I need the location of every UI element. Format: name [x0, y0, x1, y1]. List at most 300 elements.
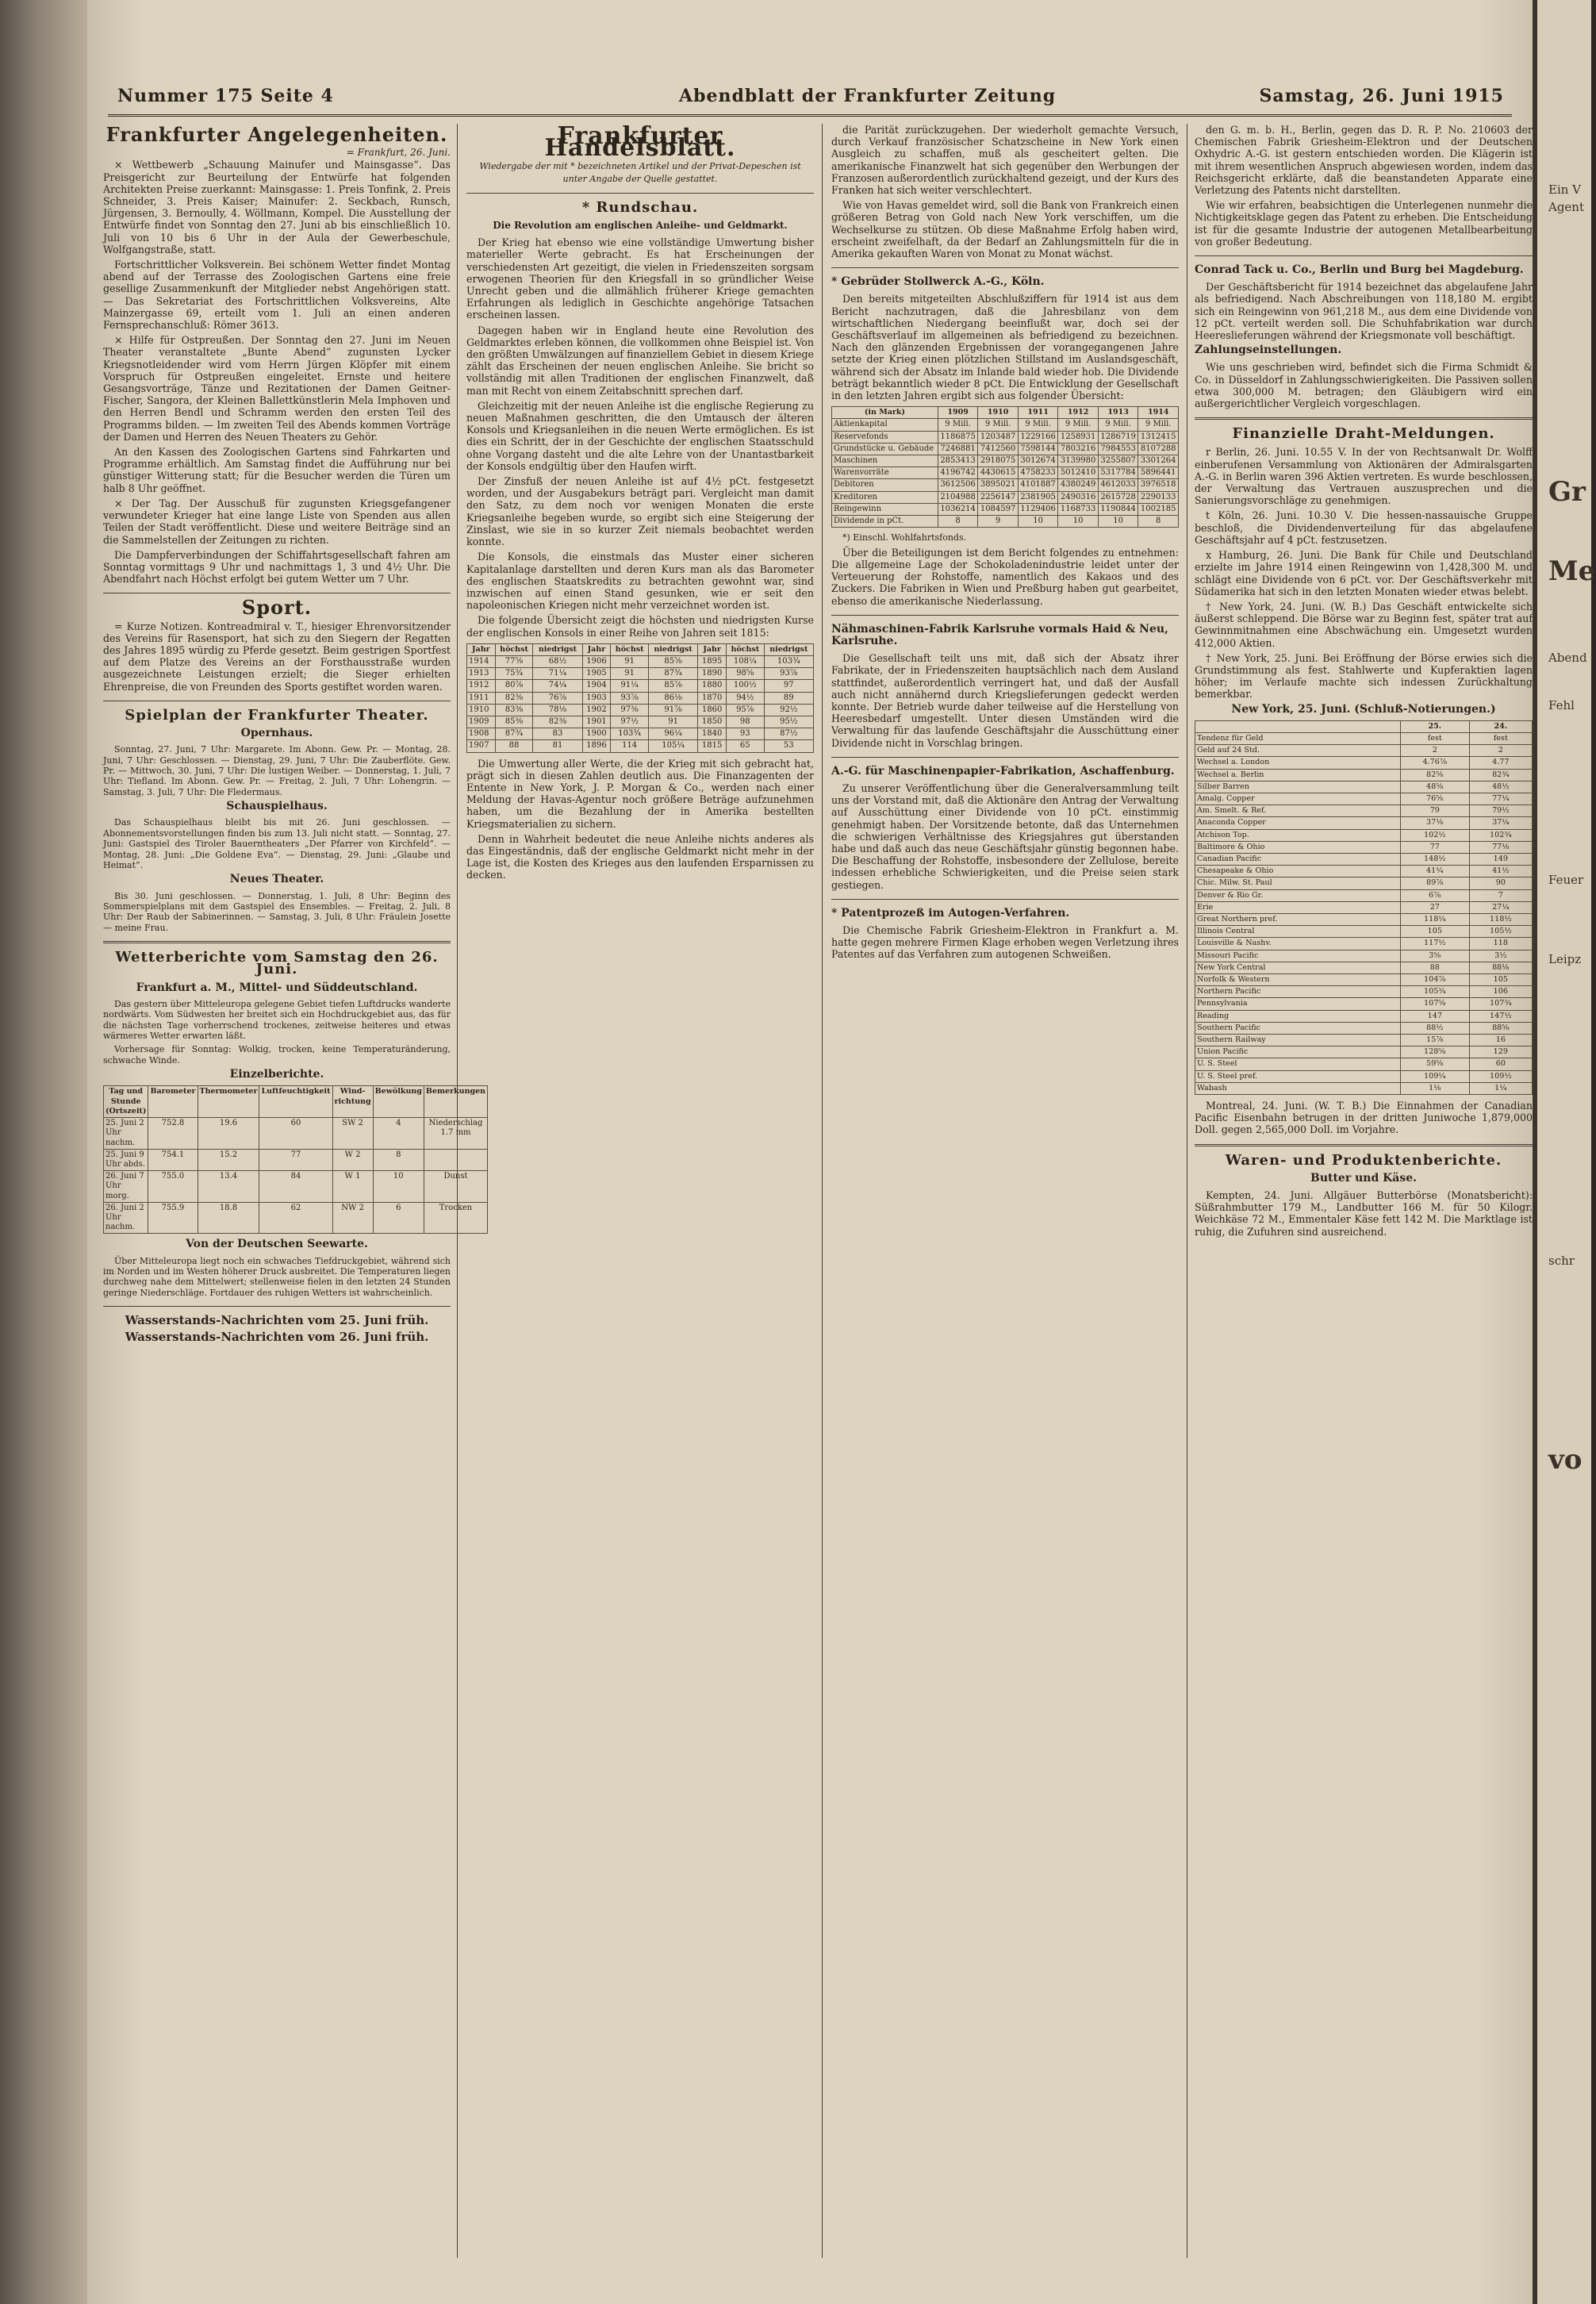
table-cell: 1906: [582, 655, 611, 667]
table-cell: Missouri Pacific: [1195, 950, 1401, 962]
section-title-weather: Wetterberichte vom Samstag den 26. Juni.: [115, 949, 439, 978]
adjacent-text-fragment: Fehl: [1548, 698, 1575, 712]
table-row: [1195, 1070, 1533, 1082]
table-cell: 93⅞: [611, 692, 649, 704]
table-cell: Debitoren: [832, 479, 938, 491]
table-row: [467, 680, 814, 692]
table-cell: 41¼: [1400, 866, 1469, 877]
article-paragraph: r Berlin, 26. Juni. 10.55 V. In der von Rechtsanwalt Dr. Wolff einberufenen Versammlung von Aktionären der Admiralsgarten A.-G. in Berlin waren 396 Aktien vertreten. Es wurde beschlossen, der Verwaltung das Vertrauen auszusprechen und die Sanierungsvorschläge zu genehmigen.: [1195, 446, 1533, 507]
table-cell: 10: [1098, 516, 1138, 528]
divider: [1195, 255, 1533, 256]
table-row: [1195, 974, 1533, 986]
table-cell: 1¼: [1469, 1082, 1532, 1094]
table-cell: Erie: [1195, 901, 1401, 913]
table-row: [1195, 732, 1533, 744]
article-paragraph: Das Schauspielhaus bleibt bis mit 26. Juni geschlossen. — Abonnementsvorstellungen finden bis zum 13. Juli nicht statt. — Sonntag, 27. Juni: Gastspiel des Tiroler Bauerntheaters „Der Pfarrer von Kirchfeld“. — Montag, 28. Juni: „Die Goldene Eva“. — Dienstag, 29. Juni: „Glaube und Heimat“.: [103, 817, 451, 870]
table-cell: 1896: [582, 740, 611, 752]
table-header: Wind-richtung: [332, 1086, 373, 1118]
article-heading: * Gebrüder Stollwerck A.-G., Köln.: [831, 275, 1045, 289]
table-cell: 4380249: [1058, 479, 1099, 491]
table-row: [832, 431, 1179, 443]
table-cell: 89: [764, 692, 813, 704]
subheading: Wasserstands-Nachrichten vom 25. Juni früh.: [125, 1313, 429, 1328]
table-cell: 3895021: [978, 479, 1019, 491]
table-row: [1195, 769, 1533, 781]
adjacent-text-fragment: Gr: [1548, 476, 1586, 508]
page-number: Nummer 175 Seite 4: [117, 86, 334, 106]
adjacent-text-fragment: Ein V: [1548, 182, 1582, 197]
table-cell: 88: [1400, 962, 1469, 973]
table-cell: 1870: [698, 692, 727, 704]
table-cell: 107¾: [1469, 998, 1532, 1010]
table-cell: 95½: [764, 716, 813, 728]
table-cell: 1900: [582, 728, 611, 740]
table-header: 1911: [1018, 407, 1058, 419]
table-cell: 4: [373, 1118, 424, 1150]
table-cell: 4612033: [1098, 479, 1138, 491]
article-paragraph: Bis 30. Juni geschlossen. — Donnerstag, 1. Juli, 8 Uhr: Beginn des Sommerspielplans mit dem Gastspiel des Ensembles. — Freitag, 2. Juli, 8 Uhr: Der Raub der Sabinerinnen. — Samstag, 3. Juli, 8 Uhr: Fräulein Josette — meine Frau.: [103, 890, 451, 933]
table-row: [1195, 781, 1533, 793]
table-cell: Louisville & Nashv.: [1195, 938, 1401, 950]
adjacent-text-fragment: schr: [1548, 1254, 1575, 1268]
table-cell: Reservefonds: [832, 431, 938, 443]
table-header: Bewölkung: [373, 1086, 424, 1118]
table-cell: 88½: [1400, 1022, 1469, 1034]
table-cell: 105: [1469, 974, 1532, 986]
table-cell: 1168733: [1058, 503, 1099, 515]
subheading: Die Revolution am englischen Anleihe- und Geldmarkt.: [493, 220, 788, 232]
table-row: [1195, 1082, 1533, 1094]
table-cell: U. S. Steel: [1195, 1058, 1401, 1070]
table-header: Luftfeuchtigkeit: [259, 1086, 332, 1118]
article-heading: Conrad Tack u. Co., Berlin und Burg bei Magdeburg.: [1195, 263, 1524, 277]
table-cell: 1860: [698, 704, 727, 716]
table-header: höchst: [726, 643, 764, 655]
table-cell: Dunst: [424, 1171, 487, 1203]
subheading: Von der Deutschen Seewarte.: [186, 1238, 368, 1251]
table-cell: 1914: [467, 655, 496, 667]
table-cell: 117½: [1400, 938, 1469, 950]
article-paragraph: Das gestern über Mitteleuropa gelegene Gebiet tiefen Luftdrucks wanderte nordwärts. Vom Südwesten her breitet sich ein Hochdruckgebiet aus, das für die nächsten Tage vorherrschend trockenes, zeitweise heiteres und etwas wärmeres Wetter erwarten läßt.: [103, 998, 451, 1042]
table-row: [1195, 1046, 1533, 1058]
table-cell: 60: [1469, 1058, 1532, 1070]
table-cell: 97: [764, 680, 813, 692]
table-cell: 90: [1469, 877, 1532, 889]
article-paragraph: Die Umwertung aller Werte, die der Krieg mit sich gebracht hat, prägt sich in diesen Zahlen deutlich aus. Die Finanzagenten der Entente in New York, J. P. Morgan & Co., werden nach einer Meldung der Havas-Agentur noch größere Beträge aufzunehmen haben, um die Bezahlung der in Amerika bestellten Kriegsmaterialien zu sichern.: [466, 757, 814, 830]
table-cell: 1907: [467, 740, 496, 752]
dateline: = Frankfurt, 26. Juni.: [346, 147, 451, 159]
table-cell: 118½: [1469, 913, 1532, 925]
footnote: *) Einschl. Wohlfahrtsfonds.: [842, 532, 967, 543]
table-cell: 91: [648, 716, 697, 728]
article-paragraph: Vorhersage für Sonntag: Wolkig, trocken, keine Temperaturänderung, schwache Winde.: [103, 1044, 451, 1066]
section-title-commodities: Waren- und Produktenberichte.: [1225, 1151, 1502, 1169]
table-cell: 103¾: [764, 655, 813, 667]
table-cell: 37⅛: [1400, 817, 1469, 829]
table-cell: 25. Juni 2 Uhr nachm.: [104, 1118, 148, 1150]
article-paragraph: † New York, 24. Juni. (W. B.) Das Geschäft entwickelte sich äußerst schleppend. Die Börse war zu Beginn fest, später trat auf Gewinnmitnahmen eine Abschwächung ein. Umgesetzt wurden 412,000 Aktien.: [1195, 600, 1533, 649]
book-binding: [0, 0, 87, 2304]
table-row: [832, 443, 1179, 455]
table-cell: 8: [1138, 516, 1179, 528]
table-header: Jahr: [582, 643, 611, 655]
table-row: [832, 479, 1179, 491]
article-paragraph: Der Krieg hat ebenso wie eine vollständige Umwertung bisher materieller Werte gebracht. Es hat Erscheinungen der verschiedensten Art gezeitigt, die vielen in Friedenszeiten sorgsam erwogenen Theorien für den Kriegsfall in so gründlicher Weise Unrecht geben und die allmählich früherer Kriege gemachten Erfahrungen als lediglich in Geschichte angehörige Tatsachen erscheinen lassen.: [466, 236, 814, 321]
table-cell: 109¼: [1400, 1070, 1469, 1082]
table-cell: 5896441: [1138, 467, 1179, 479]
table-cell: Grundstücke u. Gebäude: [832, 443, 938, 455]
column-2: [466, 124, 814, 2266]
table-row: [1195, 889, 1533, 901]
table-cell: 98: [726, 716, 764, 728]
article-paragraph: An den Kassen des Zoologischen Gartens sind Fahrkarten und Programme erhältlich. Am Samstag findet die Aufführung nur bei günstiger Witterung statt; für die Besucher werden die Türen um halb 8 Uhr geöffnet.: [103, 446, 451, 494]
table-cell: Chesapeake & Ohio: [1195, 866, 1401, 877]
table-row: [1195, 793, 1533, 804]
table-cell: 7246881: [938, 443, 978, 455]
table-cell: 86⅛: [648, 692, 697, 704]
table-cell: Chic. Milw. St. Paul: [1195, 877, 1401, 889]
table-cell: 81: [533, 740, 582, 752]
table-cell: 82⅝: [1400, 769, 1469, 781]
table-header: Barometer: [148, 1086, 198, 1118]
table-cell: 1913: [467, 668, 496, 680]
table-cell: 91⅞: [648, 704, 697, 716]
table-cell: 5012410: [1058, 467, 1099, 479]
table-row: [1195, 962, 1533, 973]
table-cell: 53: [764, 740, 813, 752]
table-row: [467, 704, 814, 716]
table-cell: 4430615: [978, 467, 1019, 479]
table-row: [1195, 829, 1533, 841]
table-row: [1195, 745, 1533, 757]
table-cell: Canadian Pacific: [1195, 853, 1401, 865]
table-cell: 1909: [467, 716, 496, 728]
table-cell: Anaconda Copper: [1195, 817, 1401, 829]
table-cell: 77: [1400, 841, 1469, 853]
table-cell: NW 2: [332, 1202, 373, 1234]
table-cell: 60: [259, 1118, 332, 1150]
table-cell: 106: [1469, 986, 1532, 998]
table-cell: 59⅝: [1400, 1058, 1469, 1070]
article-paragraph: Die Konsols, die einstmals das Muster einer sicheren Kapitalanlage darstellten und deren Kurs man als das Barometer des englischen Staatskredits zu betrachten gewohnt war, sind inzwischen auf einen Stand gesunken, wie er seit den napoleonischen Kriegen nicht mehr verzeichnet worden ist.: [466, 551, 814, 612]
table-cell: 15⅞: [1400, 1035, 1469, 1046]
table-cell: 62: [259, 1202, 332, 1234]
divider: [466, 193, 814, 194]
table-header: 24.: [1469, 720, 1532, 732]
table-cell: 74¼: [533, 680, 582, 692]
adjacent-text-fragment: Agent: [1548, 200, 1584, 214]
table-cell: 19.6: [198, 1118, 259, 1150]
table-cell: 26. Juni 2 Uhr nachm.: [104, 1202, 148, 1234]
table-cell: 1258931: [1058, 431, 1099, 443]
table-cell: 79½: [1469, 805, 1532, 817]
table-cell: 18.8: [198, 1202, 259, 1234]
table-cell: 10: [373, 1171, 424, 1203]
issue-date: Samstag, 26. Juni 1915: [1259, 86, 1504, 106]
table-cell: 114: [611, 740, 649, 752]
table-header: 1910: [978, 407, 1019, 419]
table-cell: Niederschlag 1.7 mm: [424, 1118, 487, 1150]
table-cell: 1901: [582, 716, 611, 728]
table-cell: 97½: [611, 716, 649, 728]
article-paragraph: Über Mitteleuropa liegt noch ein schwaches Tiefdruckgebiet, während sich im Norden und im Westen höherer Druck ausbreitet. Die Temperaturen liegen durchweg nahe dem Mittelwert; stellenweise fielen in den letzten 24 Stunden geringe Niederschläge. Fortdauer des ruhigen Wetters ist wahrscheinlich.: [103, 1255, 451, 1298]
table-cell: 85⅜: [495, 716, 533, 728]
table-cell: 77¼: [1469, 793, 1532, 804]
table-row: [467, 716, 814, 728]
adjacent-text-fragment: Me: [1548, 555, 1596, 587]
table-cell: Geld auf 24 Std.: [1195, 745, 1401, 757]
reprint-note: Wiedergabe der mit * bezeichneten Artikel und der Privat-Depeschen ist unter Angabe der Quelle gestattet.: [479, 161, 801, 184]
ny-quotes-table: [1195, 720, 1533, 1095]
table-cell: 1895: [698, 655, 727, 667]
article-paragraph: Den bereits mitgeteilten Abschlußziffern für 1914 ist aus dem Bericht nachzutragen, daß die Jahresbilanz von dem wirtschaftlichen Niedergang beeinflußt war, doch sei der Geschäftsverlauf im allgemeinen als befriedigend zu bezeichnen. Nach den glänzenden Ergebnissen der vorangegangenen Jahre setzte der Krieg einen plötzlichen Stillstand im Auslandsgeschäft, während sich der Absatz im Inlande bald wieder hob. Die Dividende beträgt bekanntlich wieder 8 pCt. Die Entwicklung der Gesellschaft in den letzten Jahren ergibt sich aus folgender Übersicht:: [831, 293, 1179, 402]
table-cell: Warenvorräte: [832, 467, 938, 479]
table-cell: 2918075: [978, 455, 1019, 467]
adjacent-text-fragment: Leipz: [1548, 952, 1582, 966]
table-cell: 1908: [467, 728, 496, 740]
article-paragraph: Wie uns geschrieben wird, befindet sich die Firma Schmidt & Co. in Düsseldorf in Zahlungsschwierigkeiten. Die Passiven sollen etwa 300,000 M. betragen; den Gläubigern wird ein außergerichtlicher Vergleich vorgeschlagen.: [1195, 361, 1533, 410]
table-cell: 3612506: [938, 479, 978, 491]
table-cell: 4758233: [1018, 467, 1058, 479]
table-cell: 26. Juni 7 Uhr morg.: [104, 1171, 148, 1203]
table-header: Jahr: [467, 643, 496, 655]
table-row: [1195, 841, 1533, 853]
table-cell: W 2: [332, 1149, 373, 1170]
table-cell: 754.1: [148, 1149, 198, 1170]
table-header: niedrigst: [648, 643, 697, 655]
table-cell: Wechsel a. Berlin: [1195, 769, 1401, 781]
table-cell: 25. Juni 9 Uhr abds.: [104, 1149, 148, 1170]
table-cell: 2853413: [938, 455, 978, 467]
table-cell: 1190844: [1098, 503, 1138, 515]
table-cell: 1⅛: [1400, 1082, 1469, 1094]
subheading: Neues Theater.: [229, 873, 324, 886]
table-cell: Great Northern pref.: [1195, 913, 1401, 925]
table-header: niedrigst: [533, 643, 582, 655]
table-header: (in Mark): [832, 407, 938, 419]
article-paragraph: Die folgende Übersicht zeigt die höchsten und niedrigsten Kurse der englischen Konsols in einer Reihe von Jahren seit 1815:: [466, 614, 814, 639]
article-paragraph: die Parität zurückzugehen. Der wiederholt gemachte Versuch, durch Verkauf französischer Schatzscheine in New York einen Ausgleich zu schaffen, muß als gescheitert gelten. Die amerikanische Finanzwelt hat sich gegenüber den Werbungen der Franzosen außerordentlich zurückhaltend gezeigt, und der Kurs des Franken hat sich weiter verschlechtert.: [831, 124, 1179, 197]
article-paragraph: Der Zinsfuß der neuen Anleihe ist auf 4½ pCt. festgesetzt worden, und der Ausgabekurs beträgt pari. Vergleicht man damit den Satz, zu dem noch vor wenigen Monaten die erste Kriegsanleihe begeben wurde, so ergibt sich eine Steigerung der Zinslast, wie sie in so kurzer Zeit niemals beobachtet werden konnte.: [466, 475, 814, 548]
table-cell: Union Pacific: [1195, 1046, 1401, 1058]
article-paragraph: x Hamburg, 26. Juni. Die Bank für Chile und Deutschland erzielte im Jahre 1914 einen Reingewinn von 1,428,300 M. und schlägt eine Dividende von 6 pCt. vor. Der Geschäftsverkehr mit Südamerika hat sich in den letzten Monaten wieder etwas belebt.: [1195, 549, 1533, 597]
table-cell: 129: [1469, 1046, 1532, 1058]
table-cell: Baltimore & Ohio: [1195, 841, 1401, 853]
table-cell: 2: [1400, 745, 1469, 757]
table-cell: Southern Pacific: [1195, 1022, 1401, 1034]
article-heading: Nähmaschinen-Fabrik Karlsruhe vormals Haid & Neu, Karlsruhe.: [831, 622, 1168, 647]
article-paragraph: Der Geschäftsbericht für 1914 bezeichnet das abgelaufene Jahr als befriedigend. Nach Abschreibungen von 118,180 M. ergibt sich ein Reingewinn von 961,218 M., aus dem eine Dividende von 12 pCt. verteilt werden soll. Die Schuhfabrikation war durch Heereslieferungen während der Kriegsmonate voll beschäftigt.: [1195, 281, 1533, 342]
table-cell: 1905: [582, 668, 611, 680]
table-cell: 1002185: [1138, 503, 1179, 515]
table-row: [1195, 950, 1533, 962]
table-cell: SW 2: [332, 1118, 373, 1150]
table-cell: 48½: [1469, 781, 1532, 793]
table-cell: 8: [938, 516, 978, 528]
adjacent-text-fragment: Feuer: [1548, 873, 1584, 887]
table-cell: 755.9: [148, 1202, 198, 1234]
table-cell: 104⅞: [1400, 974, 1469, 986]
table-cell: 118: [1469, 938, 1532, 950]
table-cell: Northern Pacific: [1195, 986, 1401, 998]
divider: [831, 757, 1179, 758]
table-header: [1195, 720, 1401, 732]
divider: [831, 899, 1179, 900]
table-cell: 10: [1058, 516, 1099, 528]
table-header: 1913: [1098, 407, 1138, 419]
table-row: [1195, 913, 1533, 925]
table-cell: Wechsel a. London: [1195, 757, 1401, 769]
divider: [831, 267, 1179, 268]
article-paragraph: Wie von Havas gemeldet wird, soll die Bank von Frankreich einen größeren Betrag von Gold nach New York verschiffen, um die Wechselkurse zu stützen. Ob diese Maßnahme Erfolg haben wird, erscheint zweifelhaft, da der Bedarf an Zahlungsmitteln für die in Amerika gekauften Waren von Monat zu Monat wächst.: [831, 199, 1179, 260]
table-cell: 88: [495, 740, 533, 752]
article-paragraph: Die Gesellschaft teilt uns mit, daß sich der Absatz ihrer Fabrikate, der in Friedenszeiten hauptsächlich nach dem Ausland stattfindet, außerordentlich verringert hat, und daß der Ausfall auch nicht annähernd durch Kriegslieferungen gedeckt werden konnte. Der Betrieb wurde daher teilweise auf die Herstellung von Heeresbedarf umgestellt. Unter diesen Umständen wird die Verwaltung für das laufende Geschäftsjahr die Ausschüttung einer Dividende nicht in Vorschlag bringen.: [831, 652, 1179, 749]
table-cell: 118¼: [1400, 913, 1469, 925]
table-cell: 92½: [764, 704, 813, 716]
table-cell: 93⅞: [764, 668, 813, 680]
table-cell: 3½: [1469, 950, 1532, 962]
table-row: [832, 516, 1179, 528]
table-header: 1909: [938, 407, 978, 419]
table-cell: Silber Barren: [1195, 781, 1401, 793]
table-cell: 85⅝: [648, 655, 697, 667]
table-cell: 80⅞: [495, 680, 533, 692]
table-cell: 755.0: [148, 1171, 198, 1203]
table-row: [1195, 1035, 1533, 1046]
table-cell: 1084597: [978, 503, 1019, 515]
table-cell: Amalg. Copper: [1195, 793, 1401, 804]
table-cell: 2381905: [1018, 491, 1058, 503]
table-cell: 107⅝: [1400, 998, 1469, 1010]
table-cell: 3⅝: [1400, 950, 1469, 962]
table-cell: 93: [726, 728, 764, 740]
table-cell: 2290133: [1138, 491, 1179, 503]
table-row: [1195, 757, 1533, 769]
table-row: [1195, 866, 1533, 877]
table-cell: W 1: [332, 1171, 373, 1203]
table-cell: Atchison Top.: [1195, 829, 1401, 841]
article-heading: * Patentprozeß im Autogen-Verfahren.: [831, 906, 1070, 920]
table-cell: 1815: [698, 740, 727, 752]
table-cell: 7412560: [978, 443, 1019, 455]
table-row: [467, 655, 814, 667]
article-paragraph: t Köln, 26. Juni. 10.30 V. Die hessen-nassauische Gruppe beschloß, die Dividendenverteilung für das abgelaufene Geschäftsjahr auf 4 pCt. festzusetzen.: [1195, 509, 1533, 546]
table-cell: 37¼: [1469, 817, 1532, 829]
table-cell: Southern Railway: [1195, 1035, 1401, 1046]
divider: [1195, 1144, 1533, 1146]
article-paragraph: Denn in Wahrheit bedeutet die neue Anleihe nichts anderes als das Eingeständnis, daß der englische Geldmarkt nicht mehr in der Lage ist, die Kosten des Krieges aus den laufenden Ersparnissen zu decken.: [466, 832, 814, 881]
divider: [103, 941, 451, 943]
table-cell: 1904: [582, 680, 611, 692]
table-cell: 9: [978, 516, 1019, 528]
table-cell: Kreditoren: [832, 491, 938, 503]
table-header: Bemerkungen: [424, 1086, 487, 1118]
table-header: Tag und Stunde (Ortszeit): [104, 1086, 148, 1118]
article-paragraph: Gleichzeitig mit der neuen Anleihe ist die englische Regierung zu neuen Maßnahmen geschritten, die den Umtausch der älteren Konsols und Kriegsanleihen in die neuen Werte ermöglichen. Es ist dies ein Schritt, der in der Geschichte der englischen Staatsschuld ohne Vorgang dasteht und die alte Lehre von der Unantastbarkeit der Konsols endgültig über den Haufen wirft.: [466, 399, 814, 472]
table-cell: 9 Mill.: [938, 419, 978, 431]
article-paragraph: Die Chemische Fabrik Griesheim-Elektron in Frankfurt a. M. hatte gegen mehrere Firmen Klage erhoben wegen Verletzung ihres Patentes auf das Verfahren zum autogenen Schweißen.: [831, 924, 1179, 961]
divider: [103, 1306, 451, 1307]
newspaper-title: Abendblatt der Frankfurter Zeitung: [679, 86, 1057, 106]
table-cell: 76⅞: [533, 692, 582, 704]
table-cell: Illinois Central: [1195, 926, 1401, 938]
table-row: [1195, 986, 1533, 998]
table-row: [467, 692, 814, 704]
table-cell: 1880: [698, 680, 727, 692]
table-cell: 6⅞: [1400, 889, 1469, 901]
table-cell: 3301264: [1138, 455, 1179, 467]
table-cell: 71¼: [533, 668, 582, 680]
table-cell: 9 Mill.: [1138, 419, 1179, 431]
article-paragraph: Zu unserer Veröffentlichung über die Generalversammlung teilt uns der Vorstand mit, daß die Aktionäre den Antrag der Verwaltung auf Ausschüttung einer Dividende von 10 pCt. einstimmig genehmigt haben. Der Vorsitzende betonte, daß das Unternehmen die schwierigen Verhältnisse des Kriegsjahres gut überstanden habe und daß auch das neue Geschäftsjahr günstig begonnen habe. Die Beschaffung der Rohstoffe, insbesondere der Zellulose, bereite indessen erhebliche Schwierigkeiten, und die Preise seien stark gestiegen.: [831, 781, 1179, 891]
table-cell: Norfolk & Western: [1195, 974, 1401, 986]
table-cell: 1850: [698, 716, 727, 728]
table-cell: 78⅛: [533, 704, 582, 716]
table-row: [832, 491, 1179, 503]
table-header: höchst: [495, 643, 533, 655]
column-4: [1195, 124, 1533, 2266]
table-cell: 1910: [467, 704, 496, 716]
table-cell: 8107288: [1138, 443, 1179, 455]
table-cell: Trocken: [424, 1202, 487, 1234]
table-cell: 16: [1469, 1035, 1532, 1046]
subheading: Frankfurt a. M., Mittel- und Süddeutschland.: [136, 981, 418, 994]
table-cell: 82¾: [1469, 769, 1532, 781]
article-paragraph: Dagegen haben wir in England heute eine Revolution des Geldmarktes erleben können, die vollkommen ohne Beispiel ist. Von den größten Umwälzungen auf finanziellem Gebiet in diesem Kriege zählt das Erscheinen der neuen englischen Anleihe. Sie bricht so vollständig mit allen Traditionen der englischen Finanzwelt, daß man mit Recht von einem Zeitabschnitt sprechen darf.: [466, 324, 814, 397]
article-paragraph: Die Dampferverbindungen der Schiffahrtsgesellschaft fahren am Sonntag vormittags 9 Uhr und nachmittags 1, 3 und 4½ Uhr. Die Abendfahrt nach Höchst erfolgt bei gutem Wetter um 7 Uhr.: [103, 548, 451, 586]
table-cell: 1229166: [1018, 431, 1058, 443]
divider: [1195, 417, 1533, 420]
table-cell: 147½: [1469, 1010, 1532, 1022]
table-header: niedrigst: [764, 643, 813, 655]
table-header: 25.: [1400, 720, 1469, 732]
table-cell: 109½: [1469, 1070, 1532, 1082]
table-cell: Dividende in pCt.: [832, 516, 938, 528]
table-cell: 2256147: [978, 491, 1019, 503]
table-cell: 9 Mill.: [1018, 419, 1058, 431]
table-row: [1195, 1010, 1533, 1022]
table-cell: 88⅛: [1469, 962, 1532, 973]
table-cell: 7984553: [1098, 443, 1138, 455]
table-row: [104, 1149, 488, 1170]
table-cell: 82⅜: [495, 692, 533, 704]
article-paragraph: × Hilfe für Ostpreußen. Der Sonntag den 27. Juni im Neuen Theater veranstaltete „Bunte Abend“ zugunsten Lycker Kriegsnotleidender wird vom Herrn Jürgen Klöpfer mit einem Vorspruch für Ostpreußen eingeleitet. Ernste und heitere Gesangsvorträge, Tänze und Rezitationen der Damen Geitner-Fischer, Sangora, der Kleinen Ballettkünstlerin Mela Imphoven und den Herren Bendl und Schramm werden den ersten Teil des Programms bilden. — Im zweiten Teil des Abends kommen Vorträge der Damen und Herren des Neuen Theaters zu Gehör.: [103, 334, 451, 443]
table-cell: 1902: [582, 704, 611, 716]
subheading: New York, 25. Juni. (Schluß-Notierungen.): [1231, 702, 1496, 716]
table-cell: 41½: [1469, 866, 1532, 877]
table-row: [832, 467, 1179, 479]
table-cell: 65: [726, 740, 764, 752]
subheading: Wasserstands-Nachrichten vom 26. Juni früh.: [125, 1330, 429, 1345]
table-row: [1195, 853, 1533, 865]
table-cell: 6: [373, 1202, 424, 1234]
subheading: Opernhaus.: [240, 726, 313, 739]
table-cell: 2490316: [1058, 491, 1099, 503]
table-row: [1195, 938, 1533, 950]
table-cell: Denver & Rio Gr.: [1195, 889, 1401, 901]
table-cell: 1840: [698, 728, 727, 740]
column-3: [831, 124, 1179, 2266]
article-paragraph: × Wettbewerb „Schauung Mainufer und Mainsgasse“. Das Preisgericht zur Beurteilung der Entwürfe hat folgenden Architekten Preise zuerkannt: Mainsgasse: 1. Preis Tonfink, 2. Preis Schneider, 3. Preis Kaiser; Mainufer: 2. Seckbach, Runsch, Jürgensen, 3. Bernoully, 4. Wöllmann, Kompel. Die Ausstellung der Entwürfe findet von Sonntag den 27. Juni ab bis einschließlich 10. Juli von 10 bis 6 Uhr in der Aula der Gewerbeschule, Wolfgangstraße, statt.: [103, 159, 451, 255]
table-cell: 103¾: [611, 728, 649, 740]
article-paragraph: × Der Tag. Der Ausschuß für zugunsten Kriegsgefangener verwundeter Krieger hat eine lange Liste von Spenden aus allen Teilen der Stadt veröffentlicht. Diese und weitere Beiträge sind an die Sammelstellen der Zeitungen zu richten.: [103, 497, 451, 546]
table-cell: fest: [1400, 732, 1469, 744]
table-row: [1195, 817, 1533, 829]
column-rule: [822, 124, 823, 2258]
table-cell: 4101887: [1018, 479, 1058, 491]
table-cell: 149: [1469, 853, 1532, 865]
weather-table: [103, 1085, 488, 1234]
